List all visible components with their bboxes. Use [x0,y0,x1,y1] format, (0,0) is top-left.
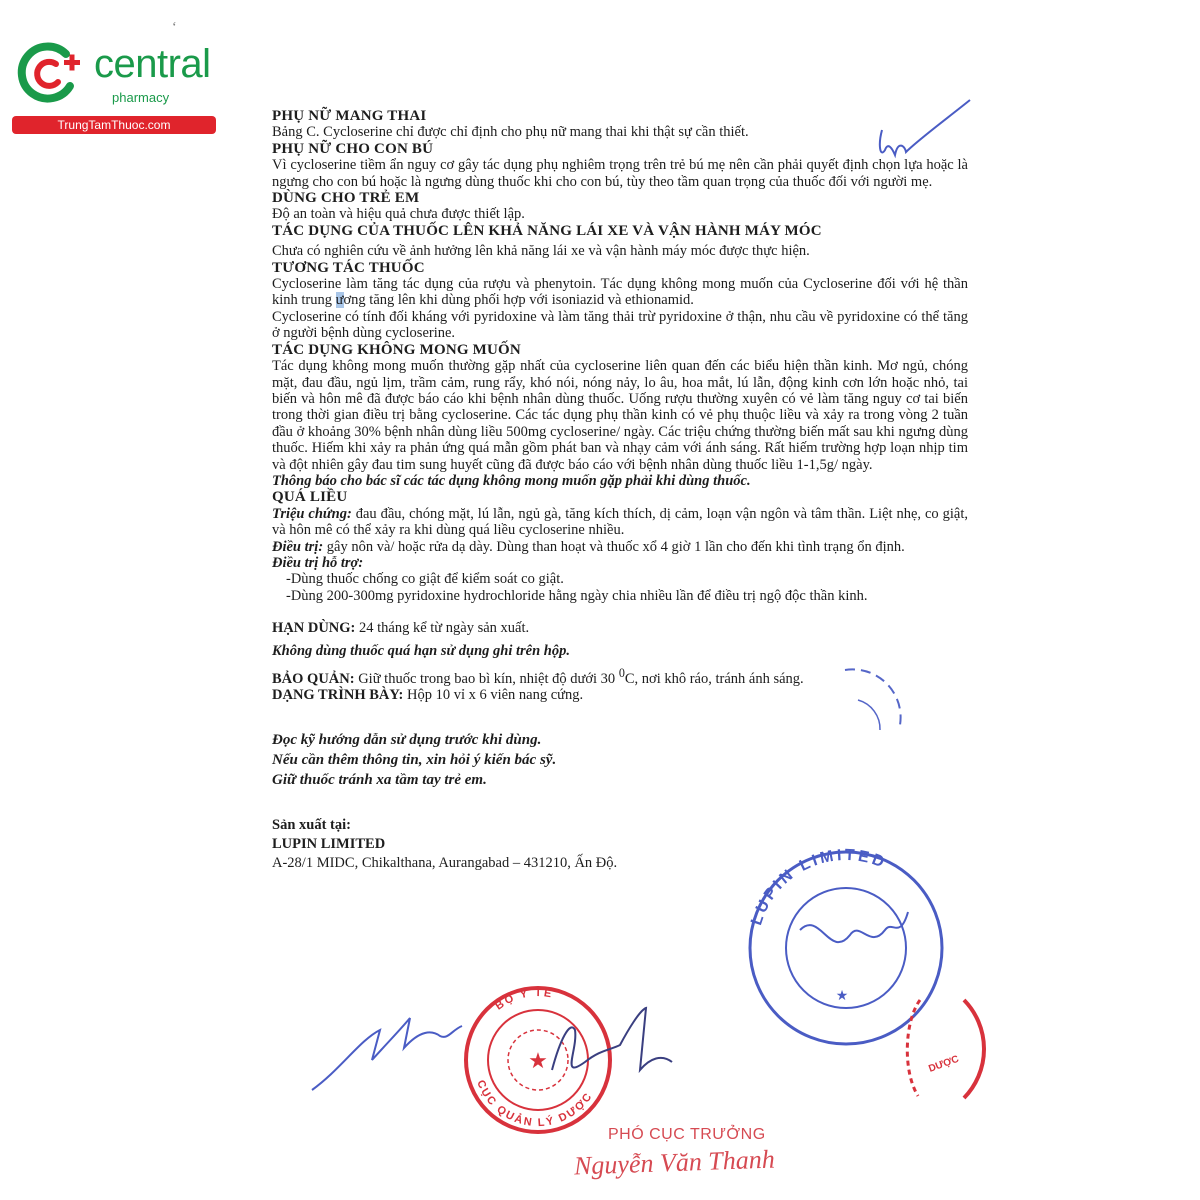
presentation-text: Hộp 10 vỉ x 6 viên nang cứng. [403,687,584,704]
footer-signer-name: Nguyễn Văn Thanh [573,1144,776,1181]
manufacturer-label: Sản xuất tại: [272,816,351,833]
right-stamp-text: DƯỢC [927,1053,961,1075]
text-selection-highlight: ư [335,292,344,309]
ministry-stamp-bottom-text: CỤC QUẢN LÝ DƯỢC [474,1078,596,1130]
advice-line-1: Đọc kỹ hướng dẫn sử dụng trước khi dùng. [272,731,542,748]
heading-pregnancy: PHỤ NỮ MANG THAI [272,108,427,124]
ministry-stamp-top-text: BỘ Y TẾ [493,986,555,1013]
right-partial-stamp [907,1000,984,1098]
spacer [272,806,968,816]
storage-text-b: C, nơi khô ráo, tránh ánh sáng. [624,670,804,687]
text-expiry [272,620,968,636]
svg-text:★: ★ [835,989,849,1004]
advice-line-3: Giữ thuốc tránh xa tầm tay trẻ em. [272,771,487,788]
support-item-1: -Dùng thuốc chống co giật để kiểm soát co giật. [286,571,564,588]
label-symptoms: Triệu chứng: [272,505,352,522]
signature-bottom-left [312,1018,462,1090]
spacer [272,720,968,730]
label-presentation: DẠNG TRÌNH BÀY: [272,687,404,704]
text-children: Độ an toàn và hiệu quả chưa được thiết lập. [272,206,525,223]
lupin-stamp-text: LUPIN LIMITED [748,846,890,928]
text-overdose-treatment [272,539,968,555]
text-expiry-warning: Không dùng thuốc quá hạn sử dụng ghi trên hộp. [272,642,571,659]
text-lactation: Vì cycloserine tiềm ẩn nguy cơ gây tác dụng phụ nghiêm trọng trên trẻ bú mẹ nên cần phải quyết định chọn lựa hoặc là ngưng cho con bú hoặc là ngưng dùng thuốc khi cho con bú, tùy theo tầm quan trọng của thuốc đối với người mẹ. [272,157,968,190]
lupin-stamp [748,847,942,1044]
heading-overdose: QUÁ LIỀU [272,489,348,506]
label-storage: BẢO QUẢN: [272,670,355,687]
storage-text-a: Giữ thuốc trong bao bì kín, nhiệt độ dưới 30 [354,670,619,687]
central-pharmacy-logo [8,38,228,138]
svg-text:CỤC QUẢN LÝ DƯỢC [474,1078,595,1129]
symptoms-text: đau đầu, chóng mặt, lú lẫn, ngủ gà, tăng kích thích, dị cảm, loạn vận ngôn và tâm thần. Liệt nhẹ, co giật, và hôn mê có thể xảy ra khi dùng quá liều cycloserine nhiều. [272,505,969,539]
manufacturer-address: A-28/1 MIDC, Chikalthana, Aurangabad – 431210, Ấn Độ. [272,854,618,871]
support-item-2: -Dùng 200-300mg pyridoxine hydrochloride hằng ngày chia nhiều lần để điều trị ngộ độc thần kinh. [286,587,868,604]
footer-signer-title: PHÓ CỤC TRƯỞNG [608,1126,766,1143]
text-storage [272,665,968,687]
text-driving: Chưa có nghiên cứu về ảnh hưởng lên khả năng lái xe và vận hành máy móc được thực hiện. [272,243,810,260]
logo-brand-name: central [94,42,211,86]
label-expiry: HẠN DÙNG: [272,620,356,637]
expiry-text: 24 tháng kể từ ngày sản xuất. [355,620,530,637]
treatment-text: gây nôn và/ hoặc rửa dạ dày. Dùng than hoạt và thuốc xổ 4 giờ 1 lần cho đến khi tình trạng ổn định. [323,538,905,555]
svg-text:★: ★ [528,1048,548,1073]
interactions-1b: ơng tăng lên khi dùng phối hợp với isoniazid và ethionamid. [343,292,694,309]
signature-lupin [800,912,908,942]
ministry-stamp [466,986,610,1132]
text-pregnancy: Bảng C. Cycloserine chỉ được chỉ định cho phụ nữ mang thai khi thật sự cần thiết. [272,124,749,141]
label-treatment: Điều trị: [272,538,324,555]
spacer [272,790,968,806]
spacer [272,704,968,720]
logo-website: TrungTamThuoc.com [12,116,216,134]
storage-degree: 0 [618,666,625,680]
logo-tagline: pharmacy [112,90,170,105]
advice-line-2: Nếu cần thêm thông tin, xin hỏi ý kiến bác sỹ. [272,751,557,768]
heading-driving: TÁC DỤNG CỦA THUỐC LÊN KHẢ NĂNG LÁI XE VÀ VẬN HÀNH MÁY MÓC [272,222,822,239]
text-presentation [272,687,968,703]
text-adverse: Tác dụng không mong muốn thường gặp nhất của cycloserine liên quan đến các biểu hiện thần kinh. Mơ ngủ, chóng mặt, đau đầu, ngủ lịm, trầm cảm, rung rẩy, khó nói, nóng nảy, lo âu, hoa mắt, lú lẫn, động kinh cơn lớn hoặc nhỏ, tai biến và hôn mê đã được báo cáo khi bệnh nhân dùng thuốc. Uống rượu thường xuyên có vẻ làm tăng nguy cơ tai biến trong thời gian điều trị bằng cycloserine. Các tác dụng phụ thần kinh có vẻ phụ thuộc liều và xảy ra trong vòng 2 tuần đầu ở khoảng 30% bệnh nhân dùng liều 500mg cycloserine/ ngày. Các triệu chứng thường biến mất sau khi ngưng dùng thuốc. Hiếm khi xảy ra phản ứng quá mẫn gồm phát ban và nhạy cảm với ánh sáng. Rất hiếm trường hợp loạn nhịp tim và đột nhiên gây đau tim sung huyết cũng đã được báo cáo với bệnh nhân dùng thuốc liều 1-1,5g/ ngày. [272,358,968,473]
svg-text:BỘ Y TẾ [493,986,554,1012]
label-support: Điều trị hỗ trợ: [272,554,364,571]
text-interactions-1 [272,276,968,309]
text-adverse-notice: Thông báo cho bác sĩ các tác dụng không mong muốn gặp phải khi dùng thuốc. [272,472,751,489]
logo-mark-icon [12,38,84,110]
heading-interactions: TƯƠNG TÁC THUỐC [272,259,425,276]
heading-lactation: PHỤ NỮ CHO CON BÚ [272,140,434,157]
heading-adverse: TÁC DỤNG KHÔNG MONG MUỐN [272,341,521,358]
signature-center [552,1008,672,1070]
heading-children: DÙNG CHO TRẺ EM [272,190,420,207]
leaflet-text [272,108,968,873]
text-interactions-2: Cycloserine có tính đối kháng với pyridoxine và làm tăng thải trừ pyridoxine ở thận, nhu cầu về pyridoxine có thể tăng ở người bệnh dùng cycloserine. [272,308,968,342]
scan-mark: ‘ [172,20,177,35]
manufacturer-name: LUPIN LIMITED [272,835,386,852]
spacer [272,604,968,620]
interactions-1a: Cycloserine làm tăng tác dụng của rượu và phenytoin. Tác dụng không mong muốn của Cycloserine đối với hệ thần kinh trung [272,276,968,309]
text-overdose-symptoms [272,506,968,539]
